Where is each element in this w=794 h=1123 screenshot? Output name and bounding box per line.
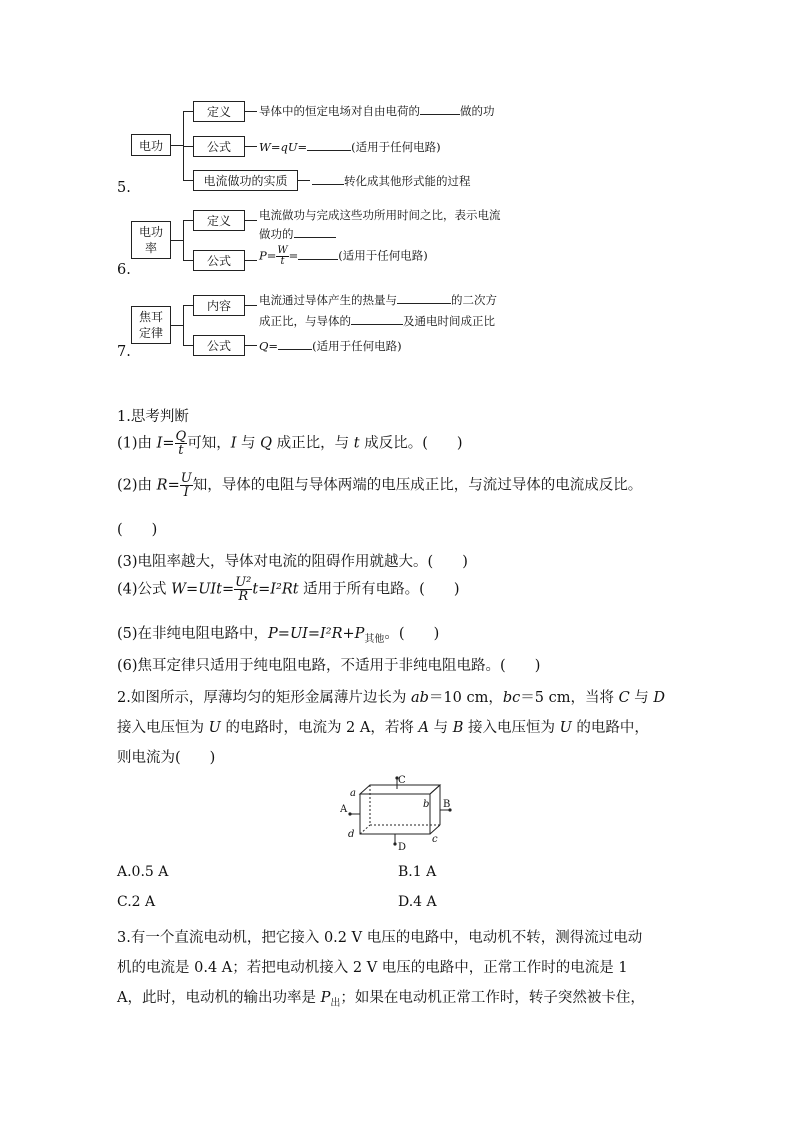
diagram-6-definition-text: 电流做功与完成这些功所用时间之比，表示电流 做功的 [259, 208, 501, 241]
answer-blank [312, 173, 344, 185]
arrow-connector [245, 260, 257, 261]
question-1-item-2-bracket: ( ) [117, 522, 158, 538]
connector [183, 260, 193, 261]
diagram-6-number: 6. [117, 262, 131, 278]
corner-b: b [423, 799, 430, 810]
question-2-line-2: 接入电压恒为 U 的电路时，电流为 2 A，若将 A 与 B 接入电压恒为 U 的电路中， [117, 720, 649, 736]
connector [183, 345, 193, 346]
answer-blank [307, 139, 351, 151]
label-C: C [398, 775, 406, 786]
connector [171, 145, 183, 146]
corner-d: d [348, 829, 355, 840]
question-2-line-1: 2.如图所示，厚薄均匀的矩形金属薄片边长为 ab＝10 cm，bc＝5 cm，当将 C 与 D [117, 690, 666, 706]
diagram-7-formula-text: Q= (适用于任何电路) [259, 339, 402, 353]
arrow-connector [245, 305, 257, 306]
answer-blank [278, 338, 312, 350]
label-A: A [340, 804, 348, 815]
answer-blank [294, 226, 336, 238]
diagram-5-formula-text: W=qU= (适用于任何电路) [259, 140, 441, 154]
corner-c: c [432, 834, 438, 845]
connector [183, 220, 193, 221]
option-b[interactable]: B.1 A [398, 864, 437, 880]
diagram-5-box-essence: 电流做功的实质 [193, 170, 298, 191]
diagram-6-formula-text: P= $\frac{W}{t}$ = (适用于任何电路) [259, 245, 428, 267]
arrow-connector [245, 111, 257, 112]
connector [171, 240, 183, 241]
question-3-line-2: 机的电流是 0.4 A；若把电动机接入 2 V 电压的电路中，正常工作时的电流是 1 [117, 960, 628, 976]
question-1-item-5: (5)在非纯电阻电路中，$P=UI=I^2R+P_{其他}$。( ) [117, 626, 440, 645]
diagram-5-number: 5. [117, 180, 131, 196]
answer-blank [351, 313, 403, 325]
arrow-connector [245, 220, 257, 221]
corner-a: a [350, 788, 356, 799]
diagram-7-root-box: 焦耳 定律 [131, 306, 171, 344]
question-1-item-4: (4)公式 W=UIt= $\frac{\text{U²}}{R}$ t=I²Rt 适用于所有电路。( ) [117, 575, 460, 604]
option-d[interactable]: D.4 A [398, 894, 437, 910]
option-a[interactable]: A.0.5 A [117, 864, 169, 880]
metal-sheet-figure [340, 774, 460, 852]
label-B: B [443, 799, 451, 810]
diagram-7-content-text: 电流通过导体产生的热量与 的二次方 成正比，与导体的 及通电时间成正比 [259, 293, 497, 328]
diagram-7-box-content: 内容 [193, 295, 245, 316]
arrow-connector [245, 345, 257, 346]
question-3-line-1: 3.有一个直流电动机，把它接入 0.2 V 电压的电路中，电动机不转，测得流过电动 [117, 930, 643, 946]
bracket [183, 220, 184, 261]
arrow-connector [245, 146, 257, 147]
diagram-6-box-formula: 公式 [193, 250, 245, 271]
option-c[interactable]: C.2 A [117, 894, 156, 910]
question-1-item-3: (3)电阻率越大，导体对电流的阻碍作用就越大。( ) [117, 554, 468, 570]
question-1-title: 1.思考判断 [117, 409, 189, 425]
connector [171, 325, 183, 326]
diagram-5-box-definition: 定义 [193, 101, 245, 122]
bracket [183, 305, 184, 346]
diagram-5-definition-text: 导体中的恒定电场对自由电荷的 做的功 [259, 104, 495, 118]
diagram-7-box-formula: 公式 [193, 335, 245, 356]
label-D: D [398, 842, 407, 852]
question-2-line-3: 则电流为( ) [117, 750, 216, 766]
diagram-6-box-definition: 定义 [193, 210, 245, 231]
arrow-connector [298, 180, 310, 181]
connector [183, 305, 193, 306]
question-1-item-1: (1)由 I= $\frac{Q}{t}$ 可知，I 与 Q 成正比，与 t 成反比。( ) [117, 429, 463, 458]
connector [183, 180, 193, 181]
terminal-A-dot [348, 812, 351, 815]
diagram-5-essence-text: 转化成其他形式能的过程 [312, 173, 471, 189]
answer-blank [298, 248, 338, 260]
connector [183, 111, 193, 112]
diagram-7-number: 7. [117, 344, 131, 360]
question-1-item-2: (2)由 R= $\frac{U}{I}$ 知，导体的电阻与导体两端的电压成正比，与流过导体的电流成反比。 [117, 471, 643, 500]
question-1-item-6: (6)焦耳定律只适用于纯电阻电路，不适用于非纯电阻电路。( ) [117, 658, 541, 674]
question-3-line-3: A，此时，电动机的输出功率是 $P_出$；如果在电动机正常工作时，转子突然被卡住， [117, 990, 645, 1009]
answer-blank [420, 103, 460, 115]
answer-blank [397, 292, 451, 304]
connector [183, 146, 193, 147]
terminal-D-dot [393, 842, 396, 845]
diagram-6-root-box: 电功 率 [131, 221, 171, 259]
diagram-5-box-formula: 公式 [193, 136, 245, 157]
diagram-5-root-box: 电功 [131, 134, 171, 156]
